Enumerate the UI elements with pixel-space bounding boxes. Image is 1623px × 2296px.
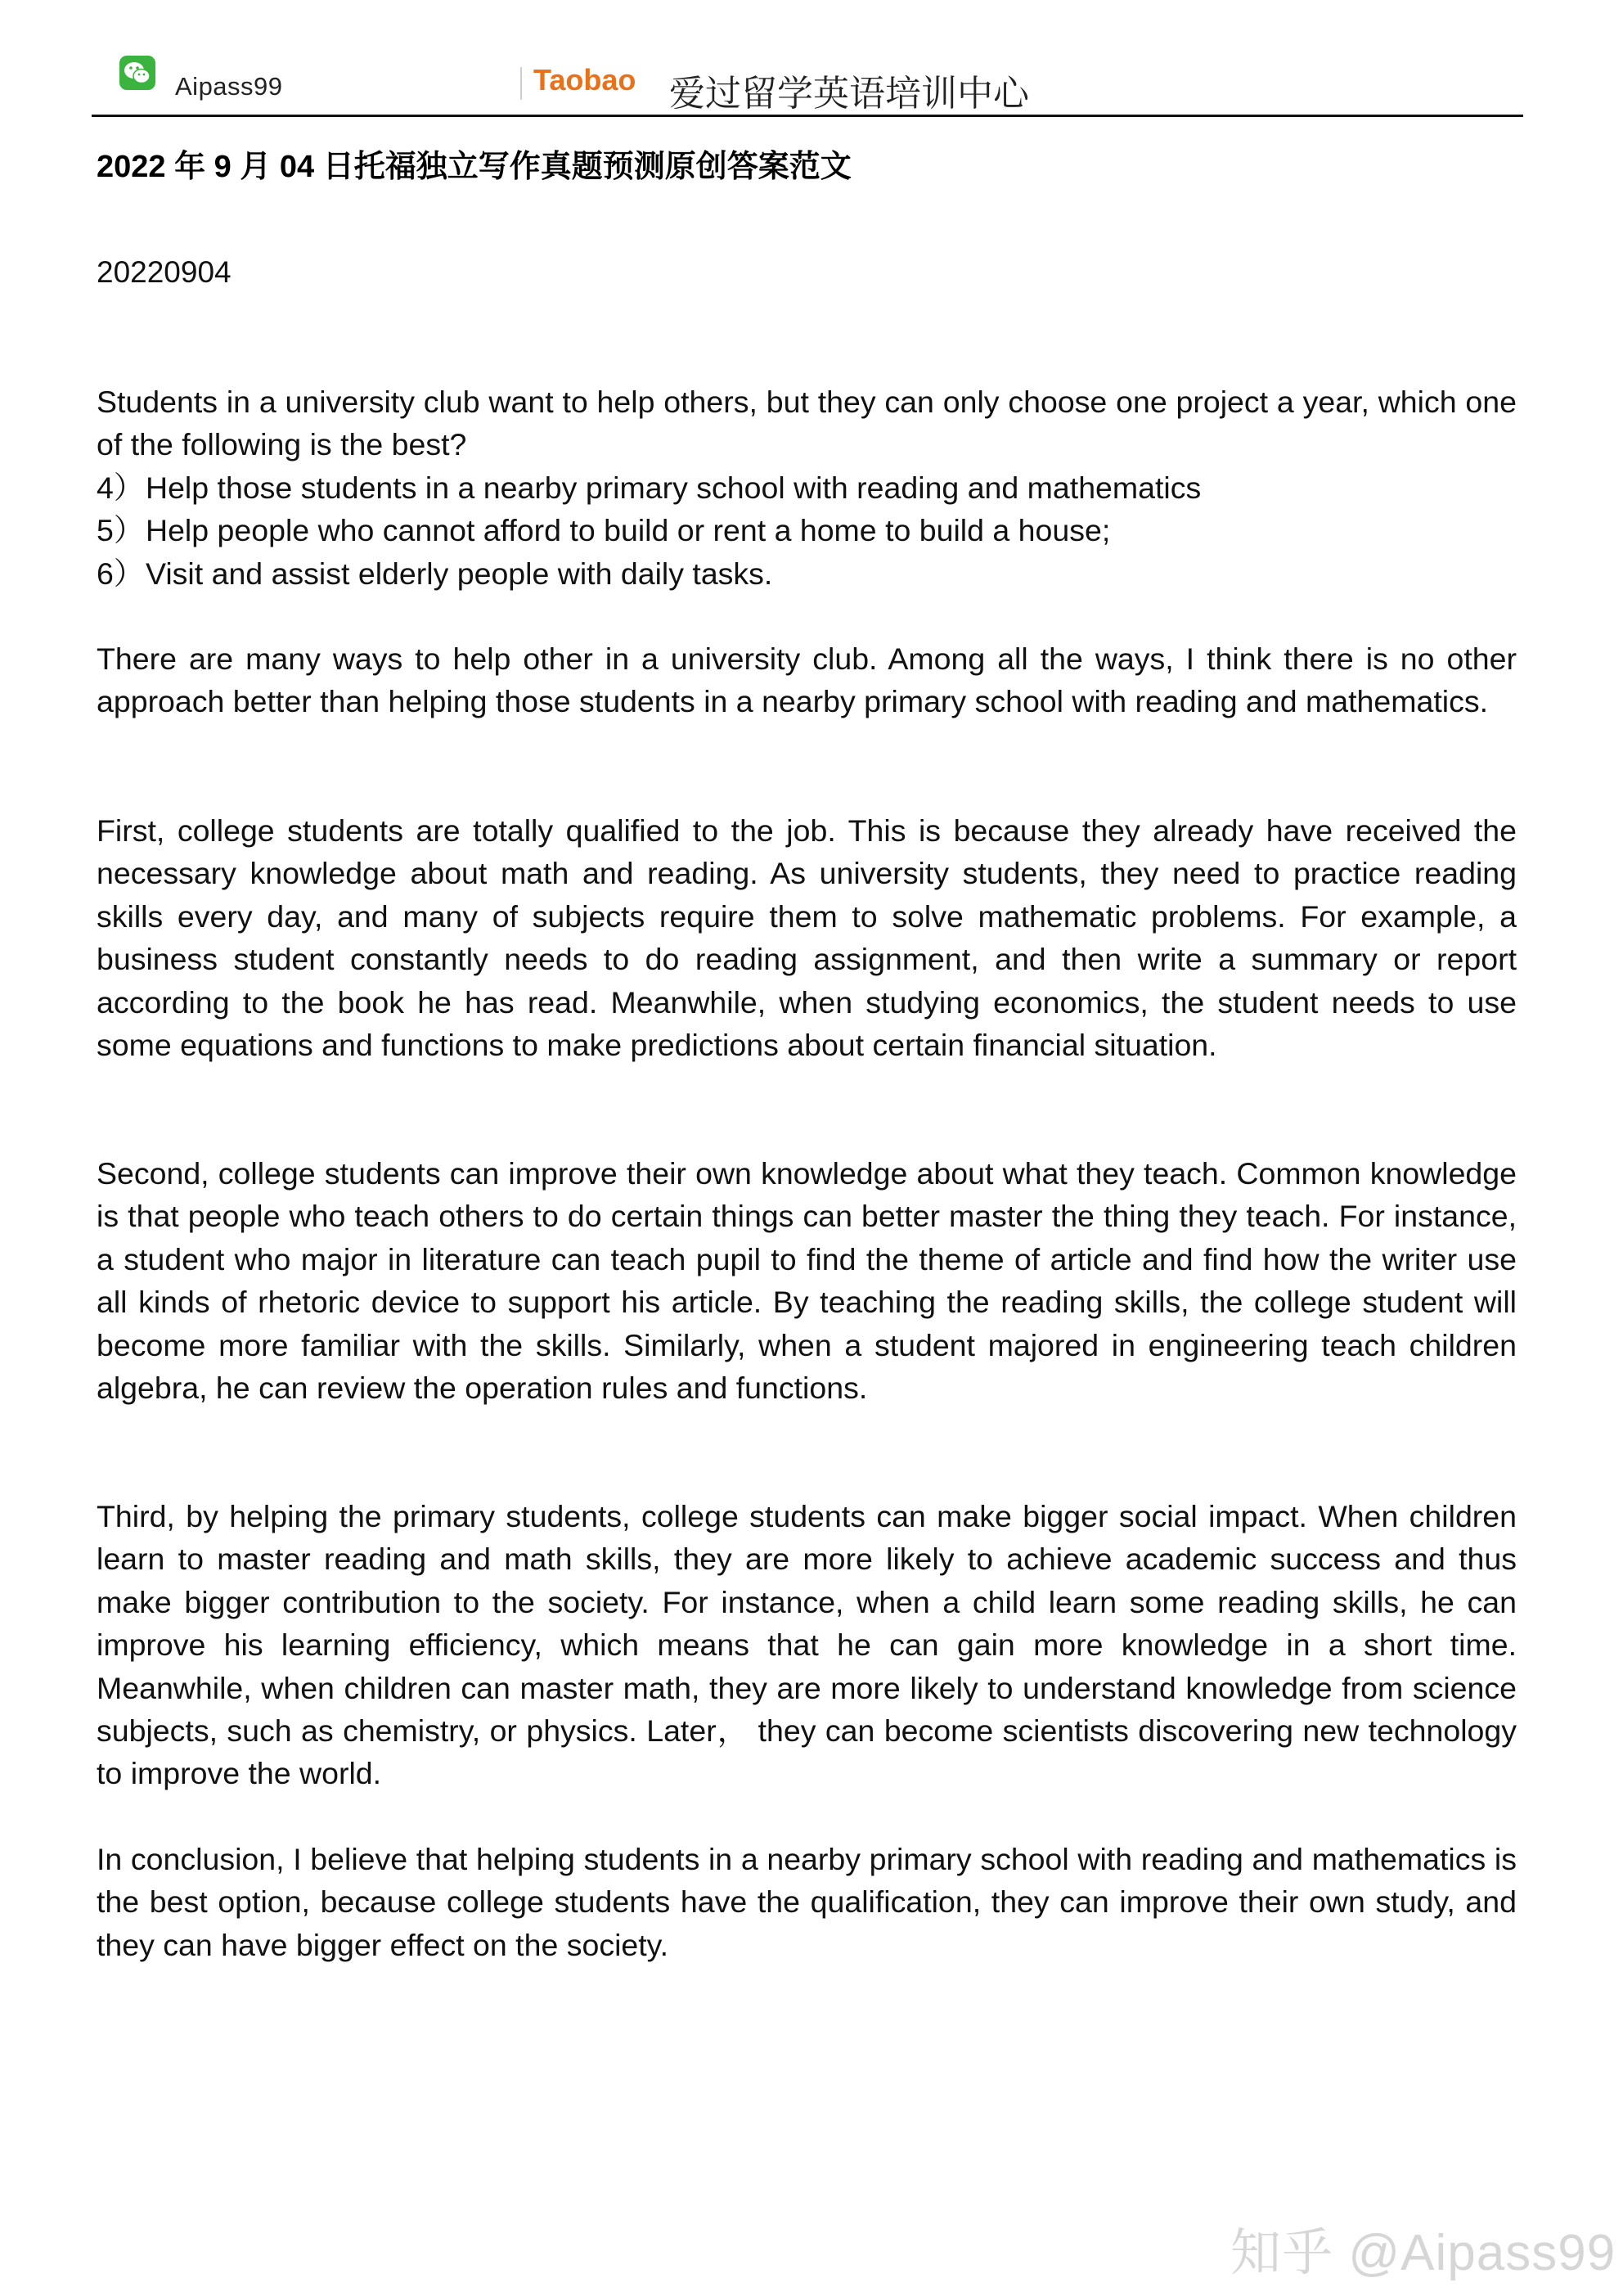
header-rule [92, 115, 1523, 117]
header-subtitle: 爱过留学英语培训中心 [669, 73, 1029, 115]
option-text: Visit and assist elderly people with daily tasks. [146, 556, 773, 591]
option-number: 6） [97, 556, 145, 591]
watermark: 知乎 @Aipass99 [1230, 2225, 1616, 2281]
wechat-icon [119, 56, 155, 90]
paragraph-first-reason: First, college students are totally qualified to the job. This is because they already have received the necessary knowledge about math and reading. As university students, they need to practice reading skills every day, and many of subjects require them to solve mathematic problems. For example, a business student constantly needs to do reading assignment, and then write a summary or report according to the book he has read. Meanwhile, when studying economics, the student needs to use some equations and functions to make predictions about certain financial situation. [97, 813, 1517, 1063]
header-brand: Taobao [533, 63, 636, 97]
option-text: Help people who cannot afford to build or rent a home to build a house; [146, 513, 1111, 548]
paragraph-introduction: There are many ways to help other in a university club. Among all the ways, I think there is no other approach better than helping those students in a nearby primary school with reading and mathematics. [97, 642, 1517, 719]
paragraph-second-reason: Second, college students can improve their own knowledge about what they teach. Common knowledge is that people who teach others to do certain things can better master the thing they teach. For instance, a student who major in literature can teach pupil to find the theme of article and find how the writer use all kinds of rhetoric device to support his article. By teaching the reading skills, the college student will become more familiar with the skills. Similarly, when a student majored in engineering teach children algebra, he can review the operation rules and functions. [97, 1156, 1517, 1406]
header-username: Aipass99 [175, 72, 283, 101]
document-date: 20220904 [97, 255, 232, 289]
option-number: 4） [97, 470, 145, 505]
paragraph-third-reason: Third, by helping the primary students, college students can make bigger social impact. When children learn to master reading and math skills, they are more likely to achieve academic success and thus make bigger contribution to the society. For instance, when a child learn some reading skills, he can improve his learning efficiency, which means that he can gain more knowledge in a short time. Meanwhile, when children can master math, they are more likely to understand knowledge from science subjects, such as chemistry, or physics. Later， they can become scientists discovering new technology to improve the world. [97, 1499, 1517, 1791]
option-item [97, 466, 1517, 509]
header-separator [520, 67, 522, 100]
option-number: 5） [97, 513, 145, 548]
option-item [97, 509, 1517, 551]
option-list [97, 466, 1517, 595]
document-title: 2022 年 9 月 04 日托福独立写作真题预测原创答案范文 [97, 150, 852, 184]
paragraph-conclusion: In conclusion, I believe that helping students in a nearby primary school with reading and mathematics is the best option, because college students have the qualification, they can improve their own study, and they can have bigger effect on the society. [97, 1842, 1517, 1962]
page-header [92, 47, 1523, 118]
option-item [97, 552, 1517, 595]
essay-prompt: Students in a university club want to help others, but they can only choose one project a year, which one of the following is the best? [97, 385, 1517, 462]
option-text: Help those students in a nearby primary school with reading and mathematics [146, 470, 1202, 505]
